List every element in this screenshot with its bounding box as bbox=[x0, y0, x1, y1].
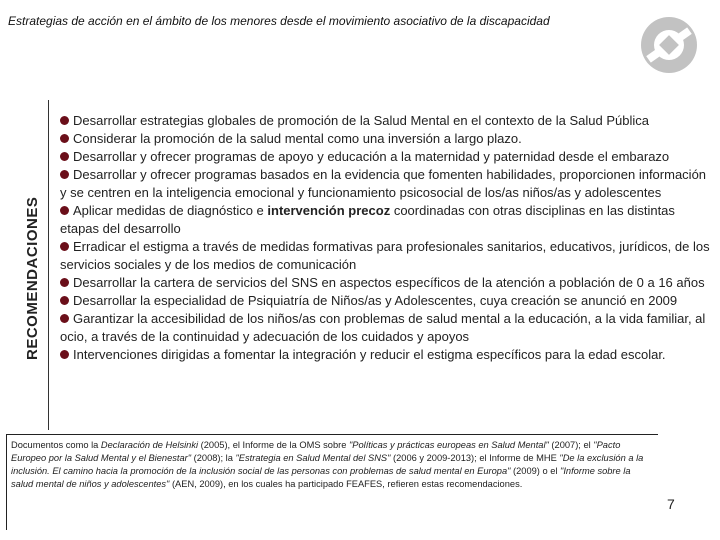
footnote-text: (2007); el bbox=[548, 440, 594, 450]
list-item bbox=[60, 130, 715, 148]
recommendation-text: Desarrollar estrategias globales de promoción de la Salud Mental en el contexto de la Salud Pública bbox=[73, 113, 649, 128]
list-item bbox=[60, 148, 715, 166]
bullet-icon bbox=[60, 116, 69, 125]
page-number: 7 bbox=[667, 496, 675, 512]
recommendation-text: Considerar la promoción de la salud mental como una inversión a largo plazo. bbox=[73, 131, 522, 146]
recommendation-text: Desarrollar y ofrecer programas basados en la evidencia que fomenten habilidades, proporcionen información y se centren en la inteligencia emocional y funcionamiento psicosocial de los/as niños/as y adolescentes bbox=[60, 167, 707, 200]
list-item bbox=[60, 166, 715, 202]
feafes-logo-icon bbox=[638, 14, 700, 76]
footnote-text: (2005), el Informe de la OMS sobre bbox=[198, 440, 349, 450]
list-item bbox=[60, 346, 715, 364]
bullet-icon bbox=[60, 242, 69, 251]
list-item bbox=[60, 310, 715, 346]
footnote-document-title: "Informe sobre la salud mental de niños y adolescentes" bbox=[11, 466, 631, 489]
recommendations-list bbox=[60, 112, 715, 364]
footnote-document-title: "Políticas y prácticas europeas en Salud Mental" bbox=[348, 440, 549, 450]
list-item bbox=[60, 274, 715, 292]
list-item bbox=[60, 238, 715, 274]
vertical-divider bbox=[48, 100, 49, 430]
bullet-icon bbox=[60, 170, 69, 179]
page-title: Estrategias de acción en el ámbito de los menores desde el movimiento asociativo de la discapacidad bbox=[8, 14, 550, 28]
footnote-text: (AEN, 2009), en los cuales ha participado FEAFES, refieren estas recomendaciones. bbox=[169, 479, 523, 489]
bullet-icon bbox=[60, 152, 69, 161]
recommendation-text: Desarrollar la cartera de servicios del SNS en aspectos específicos de la atención a población de 0 a 16 años bbox=[73, 275, 705, 290]
recommendation-text: Garantizar la accesibilidad de los niños/as con problemas de salud mental a la educación, a la vida familiar, al ocio, a través de la continuidad y adecuación de los cuidados y apoyos bbox=[60, 311, 706, 344]
bullet-icon bbox=[60, 296, 69, 305]
bullet-icon bbox=[60, 134, 69, 143]
list-item bbox=[60, 112, 715, 130]
recommendation-bold-text: intervención precoz bbox=[267, 203, 391, 218]
bullet-icon bbox=[60, 314, 69, 323]
footnote-document-title: "De la exclusión a la inclusión. El camino hacia la promoción de la inclusión social de las personas con problemas de salud mental en Europa" bbox=[11, 453, 644, 476]
list-item bbox=[60, 202, 715, 238]
bullet-icon bbox=[60, 206, 69, 215]
bullet-icon bbox=[60, 350, 69, 359]
footnote-text: (2009) o el bbox=[510, 466, 561, 476]
recommendation-text: Aplicar medidas de diagnóstico e bbox=[73, 203, 268, 218]
recommendation-text: Intervenciones dirigidas a fomentar la integración y reducir el estigma específicos para la edad escolar. bbox=[73, 347, 666, 362]
footnote-references bbox=[6, 434, 658, 530]
footnote-document-title: Declaración de Helsinki bbox=[100, 440, 199, 450]
footnote-document-title: "Estrategia en Salud Mental del SNS" bbox=[235, 453, 391, 463]
footnote-document-title: "Pacto Europeo por la Salud Mental y el Bienestar" bbox=[11, 440, 621, 463]
bullet-icon bbox=[60, 278, 69, 287]
recommendation-text: coordinadas con otras disciplinas en las distintas etapas del desarrollo bbox=[60, 203, 675, 236]
list-item bbox=[60, 292, 715, 310]
footnote-text: Documentos como la bbox=[11, 440, 101, 450]
recommendation-text: Desarrollar la especialidad de Psiquiatría de Niños/as y Adolescentes, cuya creación se anunció en 2009 bbox=[73, 293, 678, 308]
recommendation-text: Desarrollar y ofrecer programas de apoyo y educación a la maternidad y paternidad desde el embarazo bbox=[73, 149, 670, 164]
footnote-text: (2008); la bbox=[191, 453, 236, 463]
recommendations-side-label: RECOMENDACIONES bbox=[24, 196, 41, 360]
recommendation-text: Erradicar el estigma a través de medidas formativas para profesionales sanitarios, educativos, jurídicos, de los servicios sociales y de los medios de comunicación bbox=[60, 239, 710, 272]
footnote-text: (2006 y 2009-2013); el Informe de MHE bbox=[390, 453, 560, 463]
